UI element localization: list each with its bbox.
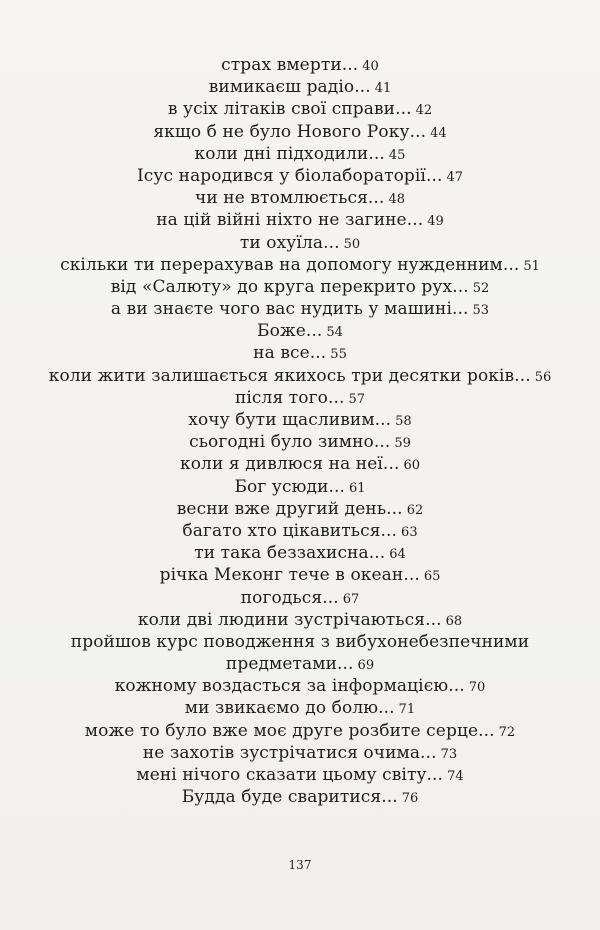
toc-entry-page-number: 53 bbox=[472, 303, 490, 319]
toc-entry-title: якщо б не було Нового Року... bbox=[153, 121, 427, 142]
toc-entry-title: коли жити залишається якихось три десятки років... bbox=[48, 365, 531, 386]
toc-entry-page-number: 69 bbox=[357, 658, 375, 674]
page-number: 137 bbox=[288, 858, 312, 872]
toc-entry-title: ми звикаємо до болю... bbox=[184, 698, 395, 719]
toc-entry-page-number: 50 bbox=[343, 236, 361, 252]
toc-entry-title: чи не втомлюється... bbox=[195, 188, 385, 209]
toc-entry-title: може то було вже моє друге розбите серце... bbox=[84, 720, 495, 741]
toc-entry bbox=[20, 631, 580, 653]
toc-entry bbox=[20, 564, 580, 586]
toc-entry-title: від «Салюту» до круга перекрито рух... bbox=[110, 276, 469, 297]
toc-entry-page-number: 44 bbox=[430, 125, 447, 141]
toc-entry-page-number: 73 bbox=[440, 746, 458, 762]
toc-entry bbox=[20, 476, 580, 498]
toc-entry-title: а ви знаєте чого вас нудить у машині... bbox=[110, 299, 469, 320]
toc-entry bbox=[20, 653, 580, 675]
toc-entry-title: страх вмерти... bbox=[221, 55, 359, 75]
toc-entry-title: після того... bbox=[234, 387, 345, 408]
toc-entry-page-number: 55 bbox=[330, 347, 347, 363]
toc-entry-page-number: 76 bbox=[401, 791, 419, 807]
toc-entry-page-number: 74 bbox=[447, 769, 464, 784]
toc-entry bbox=[20, 609, 580, 631]
toc-entry-page-number: 52 bbox=[472, 280, 490, 296]
toc-entry-page-number: 67 bbox=[342, 591, 360, 607]
toc-entry bbox=[20, 387, 580, 409]
toc-entry-title: коли дві людини зустрічаються... bbox=[137, 609, 442, 630]
toc-entry-page-number: 51 bbox=[523, 258, 540, 274]
toc-entry-page-number: 57 bbox=[348, 391, 366, 407]
toc-entry-page-number: 58 bbox=[395, 414, 412, 429]
toc-entry-page-number: 49 bbox=[427, 214, 444, 230]
toc-entry bbox=[20, 276, 580, 298]
toc-entry-page-number: 40 bbox=[362, 59, 379, 74]
toc-entry-title: ти така беззахисна... bbox=[194, 543, 386, 564]
toc-entry bbox=[20, 76, 580, 98]
toc-entry bbox=[20, 54, 580, 76]
toc-entry-title: предметами... bbox=[225, 654, 354, 675]
toc-entry-page-number: 64 bbox=[389, 547, 406, 563]
toc-entry bbox=[20, 409, 580, 431]
toc-entry-page-number: 62 bbox=[406, 502, 424, 518]
toc-entry-page-number: 48 bbox=[388, 192, 405, 208]
toc-entry bbox=[20, 675, 580, 697]
toc-entry-page-number: 71 bbox=[398, 702, 416, 718]
toc-entry-title: ти охуїла... bbox=[239, 232, 340, 253]
toc-entry bbox=[20, 742, 580, 764]
toc-entry bbox=[20, 720, 580, 742]
toc-entry-page-number: 60 bbox=[403, 458, 420, 474]
toc-entry-title: Бог усюди... bbox=[234, 476, 346, 497]
toc-entry bbox=[20, 542, 580, 564]
toc-entry-title: річка Меконг тече в океан... bbox=[159, 565, 420, 586]
toc-entry bbox=[20, 320, 580, 342]
toc-entry bbox=[20, 365, 580, 387]
toc-entry bbox=[20, 697, 580, 719]
toc-entry bbox=[20, 786, 580, 808]
toc-entry-title: коли я дивлюся на неї... bbox=[180, 454, 400, 475]
toc-entry bbox=[20, 165, 580, 187]
toc-entry bbox=[20, 498, 580, 520]
toc-entry-title: кожному воздасться за інформацією... bbox=[114, 676, 465, 697]
toc-entry-page-number: 56 bbox=[534, 369, 552, 385]
toc-entry-title: на все... bbox=[253, 343, 327, 364]
toc-entry-title: багато хто цікавиться... bbox=[182, 520, 398, 541]
toc-entry bbox=[20, 520, 580, 542]
toc-entry-title: хочу бути щасливим... bbox=[188, 410, 392, 430]
toc-entry-title: погодься... bbox=[240, 587, 339, 608]
toc-entry-title: пройшов курс поводження з вибухонебезпечними bbox=[70, 631, 530, 652]
toc-entry bbox=[20, 453, 580, 475]
toc-entry-title: на цій війні ніхто не загине... bbox=[156, 210, 424, 231]
toc-entry bbox=[20, 232, 580, 254]
toc-entry-page-number: 42 bbox=[415, 103, 433, 119]
toc-entry bbox=[20, 431, 580, 453]
toc-entry-title: скільки ти перерахував на допомогу нужденним... bbox=[60, 254, 520, 275]
toc-entry-page-number: 70 bbox=[468, 680, 486, 696]
toc-entry bbox=[20, 187, 580, 209]
toc-entry bbox=[20, 209, 580, 231]
toc-entry bbox=[20, 298, 580, 320]
toc-entry-page-number: 59 bbox=[394, 436, 411, 452]
toc-entry-page-number: 65 bbox=[423, 569, 441, 585]
toc-entry bbox=[20, 764, 580, 786]
toc-entry bbox=[20, 587, 580, 609]
toc-entry-title: коли дні підходили... bbox=[194, 143, 385, 164]
toc-entry-title: сьогодні було зимно... bbox=[189, 432, 391, 453]
toc-entry-title: вимикаєш радіо... bbox=[208, 77, 371, 98]
toc-entry bbox=[20, 121, 580, 143]
toc-entry-page-number: 45 bbox=[388, 147, 406, 163]
toc-entry bbox=[20, 254, 580, 276]
toc-entry-title: в усіх літаків свої справи... bbox=[167, 99, 412, 120]
toc-entry-title: Будда буде сваритися... bbox=[181, 787, 398, 808]
toc-entry-page-number: 41 bbox=[374, 81, 392, 97]
toc-entry-page-number: 54 bbox=[326, 325, 343, 341]
toc-entry-title: Боже... bbox=[257, 321, 323, 342]
toc-entry-page-number: 61 bbox=[349, 480, 366, 496]
toc-entry-title: Ісус народився у біолабораторії... bbox=[136, 165, 443, 186]
toc-entry-title: не захотів зустрічатися очима... bbox=[142, 742, 437, 763]
toc-entry bbox=[20, 98, 580, 120]
toc-entry-page-number: 47 bbox=[446, 169, 464, 185]
toc-entry-title: весни вже другий день... bbox=[176, 498, 403, 519]
toc-entry bbox=[20, 143, 580, 165]
toc-entry bbox=[20, 342, 580, 364]
toc-entry-page-number: 68 bbox=[445, 613, 463, 629]
table-of-contents bbox=[20, 54, 580, 808]
toc-entry-title: мені нічого сказати цьому світу... bbox=[136, 765, 444, 785]
toc-entry-page-number: 63 bbox=[401, 524, 418, 540]
toc-entry-page-number: 72 bbox=[498, 724, 516, 740]
